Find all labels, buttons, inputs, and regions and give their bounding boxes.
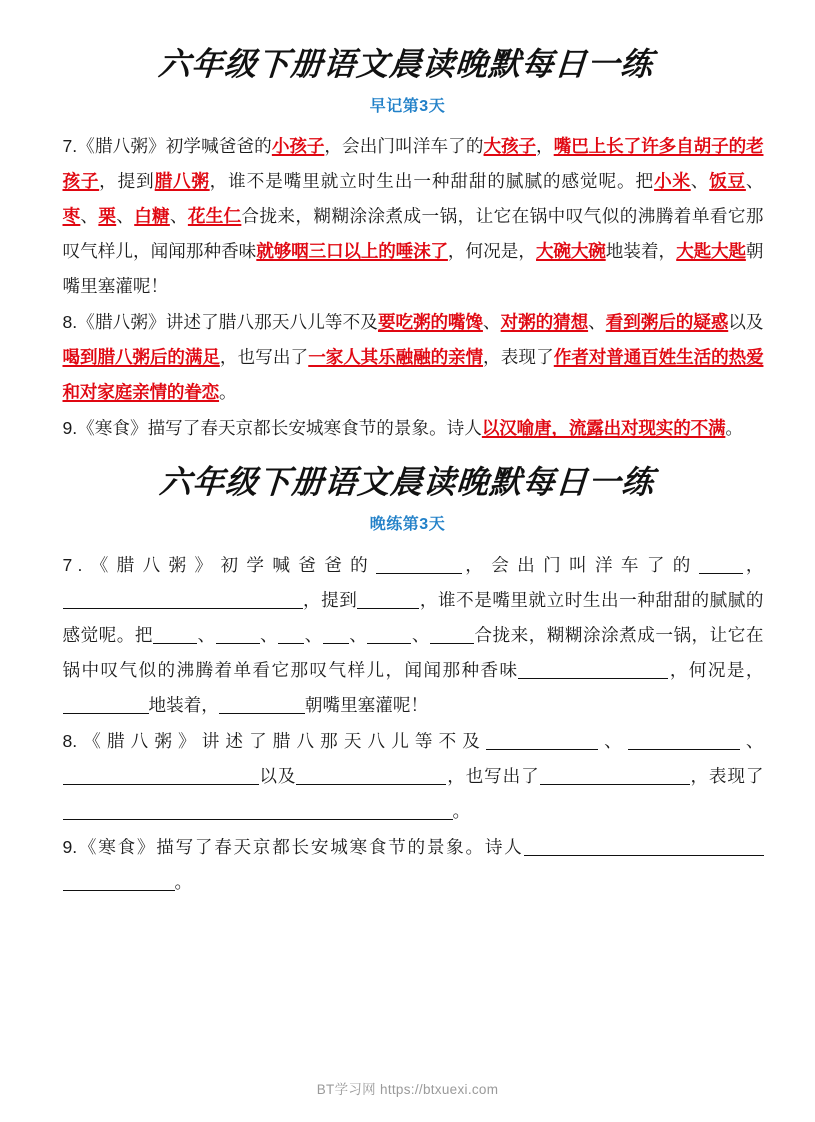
q8-answer-5: 一家人其乐融融的亲情 (308, 347, 484, 367)
eq7-text-2: ，会出门叫洋车了的 (462, 555, 699, 575)
eq7-blank-13[interactable] (219, 699, 305, 714)
eq9-text-2: 。 (174, 872, 193, 892)
eq8-text-3: 、 (739, 731, 764, 751)
page-title-evening: 六年级下册语文晨读晚默每日一练 (158, 463, 656, 501)
q7-text-8: 、 (80, 206, 99, 226)
q9-number: 9. (62, 418, 78, 438)
q7-answer-8: 栗 (98, 206, 117, 226)
q7-text-11: 合拢来，糊糊涂涂煮成一锅，让它在锅中叹气似的沸腾着单看它那叹气样儿，闻闻那种香味 (62, 206, 764, 261)
q7-text-1: 《腊八粥》初学喊爸爸的 (77, 136, 272, 156)
q7-answer-10: 花生仁 (187, 206, 242, 226)
eq7-blank-4[interactable] (357, 594, 419, 609)
q7-answer-4: 腊八粥 (154, 171, 210, 191)
eq7-blank-1[interactable] (376, 559, 462, 574)
eq7-text-13: 地装着， (148, 695, 219, 715)
q7-text-7: 、 (745, 171, 764, 191)
site-watermark: BT学习网 https://btxuexi.com (316, 1082, 499, 1097)
eq7-text-7: 、 (259, 625, 279, 645)
eq7-text-6: 、 (196, 625, 216, 645)
eq7-blank-8[interactable] (323, 629, 349, 644)
q7-answer-1: 小孩子 (271, 136, 325, 156)
q9-answer-1: 以汉喻唐，流露出对现实的不满 (481, 418, 726, 438)
q7-answer-6: 饭豆 (709, 171, 746, 191)
eq8-blank-4[interactable] (296, 770, 446, 785)
q7-number: 7. (62, 136, 78, 156)
q8-text-2: 、 (482, 312, 501, 332)
q7-answer-11: 就够咽三口以上的唾沫了 (256, 241, 448, 261)
q8-text-5: ，也写出了 (219, 347, 309, 367)
q7-answer-3: 嘴巴上长了许多自胡子的老孩子 (62, 136, 764, 191)
page-title-morning: 六年级下册语文晨读晚默每日一练 (157, 45, 655, 83)
eq8-text-8: 。 (452, 801, 471, 821)
q7-text-2: ，会出门叫洋车了的 (324, 136, 484, 156)
eq7-text-1: 《腊八粥》初学喊爸爸的 (87, 555, 377, 575)
q8-text-3: 、 (588, 312, 606, 332)
evening-question-7 (63, 548, 764, 723)
eq7-text-10: 、 (411, 625, 430, 645)
q7-answer-7: 枣 (62, 206, 81, 226)
eq8-text-6: ， (689, 766, 709, 786)
eq7-text-5: ，谁不是嘴里就立时生出一种甜甜的腻腻的感觉呢。把 (62, 590, 764, 645)
section-morning (0, 0, 815, 446)
eq7-blank-2[interactable] (699, 559, 743, 574)
q7-text-13: 地装着， (605, 241, 677, 261)
q7-text-10: 、 (169, 206, 188, 226)
q7-answer-9: 白糖 (134, 206, 170, 226)
eq8-text-7: 表现了 (708, 766, 764, 786)
morning-question-7 (63, 129, 764, 304)
q7-text-6: 、 (690, 171, 710, 191)
evening-body (52, 548, 764, 900)
q8-answer-6: 作者对普通百姓生活的热爱和对家庭亲情的眷恋 (62, 347, 764, 402)
morning-question-9 (63, 411, 764, 446)
q7-answer-5: 小米 (654, 171, 691, 191)
eq7-text-9: 、 (348, 625, 368, 645)
eq8-text-2: 、 (597, 731, 628, 751)
eq8-text-4: 以及 (258, 766, 297, 786)
eq7-blank-12[interactable] (63, 699, 149, 714)
q8-answer-1: 要吃粥的嘴馋 (377, 312, 483, 332)
q8-answer-4: 喝到腊八粥后的满足 (62, 347, 220, 367)
evening-question-8 (63, 724, 764, 829)
eq9-number: 9. (62, 837, 78, 857)
morning-question-8 (63, 305, 764, 410)
eq8-text-5: ，也写出了 (446, 766, 540, 786)
q8-text-1: 《腊八粥》讲述了腊八那天八儿等不及 (77, 312, 378, 332)
q8-text-6: ，表现了 (483, 347, 554, 367)
eq7-text-4: ，提到 (302, 590, 358, 610)
morning-body (52, 129, 764, 446)
eq8-blank-1[interactable] (486, 735, 598, 750)
q7-answer-12: 大碗大碗 (536, 241, 606, 261)
section-evening (0, 446, 815, 900)
q7-text-14: 朝嘴里塞灌呢！ (62, 241, 764, 296)
q8-text-4: 以及 (728, 312, 764, 332)
eq7-blank-3[interactable] (63, 594, 303, 609)
eq7-blank-6[interactable] (216, 629, 260, 644)
eq7-blank-5[interactable] (153, 629, 197, 644)
subtitle-evening: 晚练第3天 (369, 516, 446, 533)
eq7-text-3: ， (742, 555, 764, 575)
q7-text-9: 、 (116, 206, 135, 226)
q7-text-4: ，提到 (99, 171, 155, 191)
q8-answer-2: 对粥的猜想 (500, 312, 589, 332)
eq7-text-12: ，何况是， (668, 660, 764, 680)
eq8-blank-6[interactable] (63, 805, 453, 820)
q7-text-5: ，谁不是嘴里就立时生出一种甜甜的腻腻的感觉呢。把 (209, 171, 655, 191)
eq7-blank-9[interactable] (367, 629, 411, 644)
evening-question-9 (63, 830, 764, 900)
q8-text-7: 。 (219, 382, 237, 402)
eq8-blank-5[interactable] (540, 770, 690, 785)
eq7-text-14: 朝嘴里塞灌呢！ (304, 695, 429, 715)
eq7-text-8: 、 (304, 625, 323, 645)
q8-answer-3: 看到粥后的疑惑 (605, 312, 729, 332)
q7-text-12: ，何况是， (447, 241, 537, 261)
q9-text-1: 《寒食》描写了春天京都长安城寒食节的景象。诗人 (77, 418, 482, 438)
eq8-text-1: 《腊八粥》讲述了腊八那天八儿等不及 (77, 731, 486, 751)
subtitle-morning: 早记第3天 (369, 98, 446, 115)
q7-answer-2: 大孩子 (483, 136, 536, 156)
eq7-blank-11[interactable] (518, 664, 668, 679)
q7-answer-13: 大匙大匙 (676, 241, 746, 261)
eq7-number: 7. (62, 555, 88, 575)
eq7-blank-7[interactable] (278, 629, 304, 644)
q7-text-3: ， (536, 136, 554, 156)
eq9-blank-1[interactable] (524, 841, 764, 856)
eq8-blank-3[interactable] (63, 770, 259, 785)
eq7-blank-10[interactable] (430, 629, 474, 644)
eq9-blank-2[interactable] (63, 876, 175, 891)
q8-number: 8. (62, 312, 78, 332)
eq8-number: 8. (62, 731, 78, 751)
eq7-text-11: 合拢来，糊糊涂涂煮成一锅，让它在锅中叹气似的沸腾着单看它那叹气样儿，闻闻那种香味 (62, 625, 764, 680)
eq8-blank-2[interactable] (628, 735, 740, 750)
eq9-text-1: 《寒食》描写了春天京都长安城寒食节的景象。诗人 (77, 837, 524, 857)
q9-text-2: 。 (725, 418, 743, 438)
